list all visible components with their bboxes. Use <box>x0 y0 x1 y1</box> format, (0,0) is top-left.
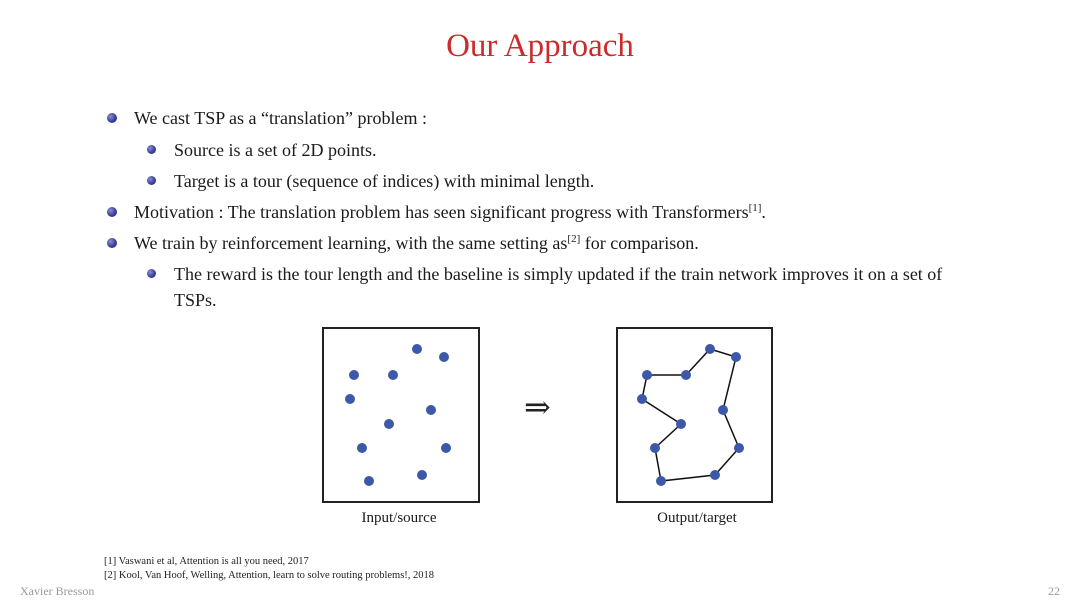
bullet-2 <box>134 199 766 225</box>
bullet-1-sub-2: Target is a tour (sequence of indices) with minimal length. <box>174 171 595 191</box>
bullet-2-end: . <box>761 202 766 222</box>
tour-point <box>637 394 647 404</box>
bullet-3 <box>134 230 699 256</box>
input-point <box>412 344 422 354</box>
tour-path <box>642 349 739 481</box>
input-point <box>441 443 451 453</box>
tour-point <box>734 443 744 453</box>
input-points-panel <box>322 327 480 503</box>
input-caption: Input/source <box>361 510 437 526</box>
tour-point <box>681 370 691 380</box>
bullet-3-text: We train by reinforcement learning, with the same setting as <box>134 233 568 253</box>
input-point <box>345 394 355 404</box>
input-point <box>349 370 359 380</box>
output-tour-panel <box>616 327 773 503</box>
bullet-3-sub-1: The reward is the tour length and the baseline is simply updated if the train network improves it on a set of TSPs. <box>174 264 943 310</box>
tour-point <box>656 476 666 486</box>
bullet-1: We cast TSP as a “translation” problem : <box>134 108 427 128</box>
tour-point <box>705 344 715 354</box>
reference-1: [1] Vaswani et al, Attention is all you need, 2017 <box>104 556 309 567</box>
input-point <box>357 443 367 453</box>
tour-point <box>642 370 652 380</box>
arrow-icon: ⇒ <box>524 388 551 426</box>
citation-1: [1] <box>748 202 762 214</box>
input-point <box>364 476 374 486</box>
input-point <box>417 470 427 480</box>
reference-2: [2] Kool, Van Hoof, Welling, Attention, learn to solve routing problems!, 2018 <box>104 570 435 581</box>
input-point <box>384 419 394 429</box>
bullet-dot <box>147 145 156 154</box>
bullet-dot <box>147 176 156 185</box>
output-caption: Output/target <box>657 510 737 526</box>
bullet-dot <box>107 238 117 248</box>
citation-2: [2] <box>567 233 581 245</box>
bullet-dot <box>107 113 117 123</box>
footer-page-number: 22 <box>1048 584 1060 598</box>
bullet-2-text: Motivation : The translation problem has seen significant progress with Transformers <box>134 202 749 222</box>
output-tour-plot <box>618 329 771 501</box>
footer-author: Xavier Bresson <box>20 584 95 598</box>
input-point <box>439 352 449 362</box>
tour-point <box>718 405 728 415</box>
bullet-3-end: for comparison. <box>580 233 699 253</box>
tour-point <box>650 443 660 453</box>
bullet-dot <box>107 207 117 217</box>
input-point <box>388 370 398 380</box>
input-points-plot <box>324 329 478 501</box>
tour-point <box>710 470 720 480</box>
slide-title: Our Approach <box>446 28 634 64</box>
bullet-dot <box>147 269 156 278</box>
bullet-1-sub-1: Source is a set of 2D points. <box>174 140 377 160</box>
input-point <box>426 405 436 415</box>
tour-point <box>676 419 686 429</box>
tour-point <box>731 352 741 362</box>
